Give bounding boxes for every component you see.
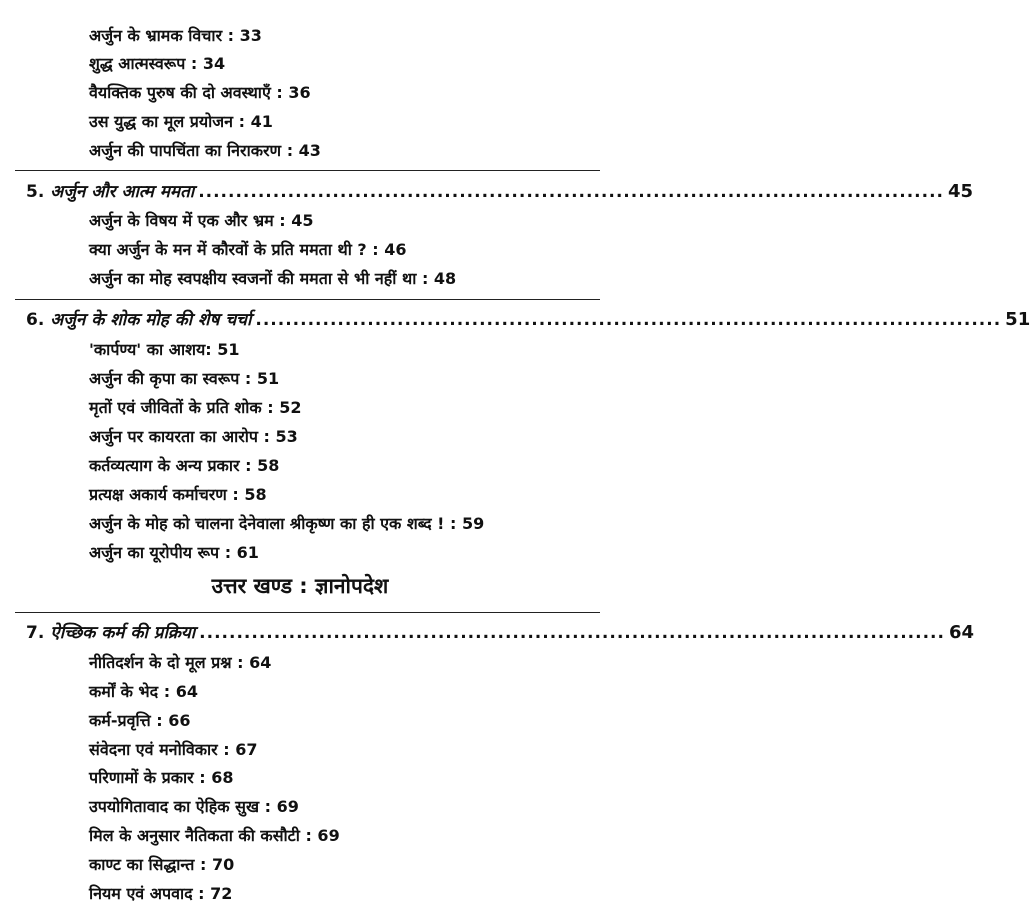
toc-subitem: नीतिदर्शन के दो मूल प्रश्न : 64 xyxy=(89,653,272,672)
toc-subitem: क्या अर्जुन के मन में कौरवों के प्रति ममता थी ? : 46 xyxy=(89,240,407,259)
toc-subitem: शुद्ध आत्मस्वरूप : 34 xyxy=(89,54,226,73)
toc-subitem: अर्जुन की पापचिंता का निराकरण : 43 xyxy=(89,141,321,160)
chapter-number: 5. xyxy=(26,182,45,202)
chapter-title: अर्जुन के शोक मोह की शेष चर्चा xyxy=(50,310,252,330)
toc-subitem: मिल के अनुसार नैतिकता की कसौटी : 69 xyxy=(89,826,340,845)
chapter-title: अर्जुन और आत्म ममता xyxy=(50,182,195,202)
leader-dots: .................................................................................................... xyxy=(199,623,945,643)
toc-subitem: 'कार्पण्य' का आशय: 51 xyxy=(89,340,240,359)
toc-subitem: परिणामों के प्रकार : 68 xyxy=(89,768,234,787)
divider xyxy=(15,299,600,300)
toc-subitem: वैयक्तिक पुरुष की दो अवस्थाएँ : 36 xyxy=(89,83,311,102)
chapter-page: 45 xyxy=(948,181,974,202)
toc-subitem: अर्जुन के विषय में एक और भ्रम : 45 xyxy=(89,211,314,230)
chapter-heading-7 xyxy=(26,619,975,647)
chapter-page: 51 xyxy=(1005,309,1030,330)
section-heading: उत्तर खण्ड : ज्ञानोपदेश xyxy=(211,574,389,598)
toc-subitem: कर्म-प्रवृत्ति : 66 xyxy=(89,711,191,730)
toc-subitem: अर्जुन का मोह स्वपक्षीय स्वजनों की ममता से भी नहीं था : 48 xyxy=(89,269,457,288)
toc-subitem: अर्जुन के भ्रामक विचार : 33 xyxy=(89,26,262,45)
chapter-page: 64 xyxy=(948,622,975,643)
divider xyxy=(15,170,600,171)
toc-subitem: अर्जुन का यूरोपीय रूप : 61 xyxy=(89,543,259,562)
toc-subitem: अर्जुन के मोह को चालना देनेवाला श्रीकृष्ण का ही एक शब्द ! : 59 xyxy=(89,514,485,533)
toc-subitem: कर्तव्यत्याग के अन्य प्रकार : 58 xyxy=(89,456,280,475)
toc-subitem: अर्जुन की कृपा का स्वरूप : 51 xyxy=(89,369,280,388)
chapter-number: 6. xyxy=(26,310,45,330)
toc-subitem: कर्मों के भेद : 64 xyxy=(89,682,198,701)
chapter-heading-5 xyxy=(26,178,974,206)
leader-dots: .................................................................................................... xyxy=(198,182,944,202)
toc-subitem: उस युद्ध का मूल प्रयोजन : 41 xyxy=(89,112,273,131)
chapter-heading-6 xyxy=(26,306,1030,334)
toc-subitem: अर्जुन पर कायरता का आरोप : 53 xyxy=(89,427,298,446)
toc-subitem: उपयोगितावाद का ऐहिक सुख : 69 xyxy=(89,797,299,816)
toc-subitem: प्रत्यक्ष अकार्य कर्माचरण : 58 xyxy=(89,485,267,504)
toc-subitem: संवेदना एवं मनोविकार : 67 xyxy=(89,740,258,759)
leader-dots: .................................................................................................... xyxy=(255,310,1002,330)
chapter-number: 7. xyxy=(26,623,45,643)
divider xyxy=(15,612,600,613)
chapter-title: ऐच्छिक कर्म की प्रक्रिया xyxy=(50,623,196,643)
toc-subitem: मृतों एवं जीवितों के प्रति शोक : 52 xyxy=(89,398,302,417)
toc-subitem: नियम एवं अपवाद : 72 xyxy=(89,884,233,903)
toc-subitem: काण्ट का सिद्धान्त : 70 xyxy=(89,855,235,874)
